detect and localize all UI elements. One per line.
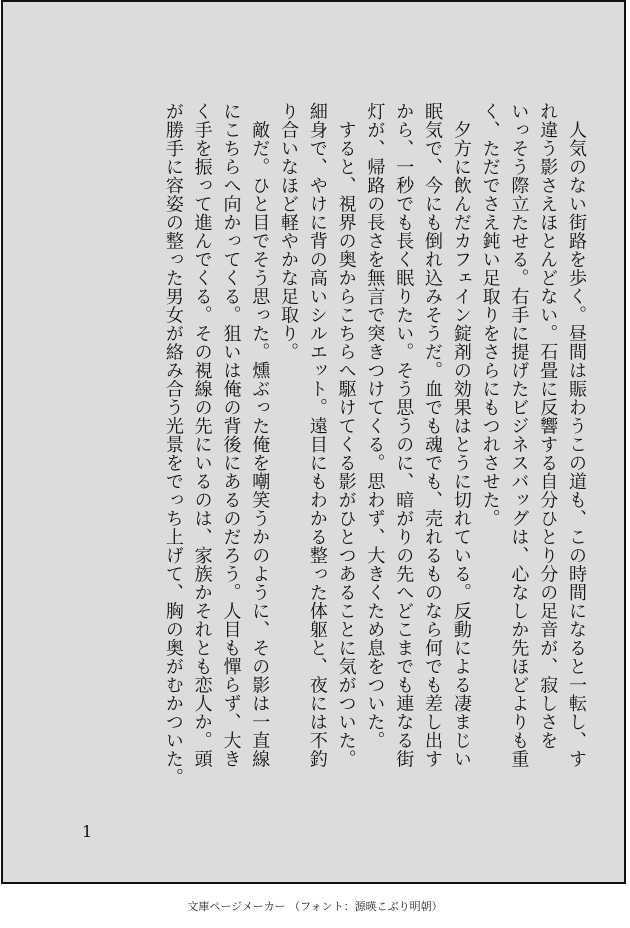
- text-line: 敵だ。ひと目でそう思った。燻ぶった俺を嘲笑うかのように、その影は一直線: [249, 102, 271, 768]
- text-line: く手を振って進んでくる。その視線の先にいるのは、家族かそれとも恋人か。頭: [191, 102, 213, 768]
- text-line: が勝手に容姿の整った男女が絡み合う光景をでっち上げて、胸の奥がむかついた。: [162, 102, 184, 787]
- text-line: 細身で、やけに背の高いシルエット。遠目にもわかる整った体躯と、夜には不釣: [306, 102, 328, 768]
- text-line: 眠気で、今にも倒れ込みそうだ。血でも魂でも、売れるものなら何でも差し出す: [422, 102, 444, 768]
- text-line: にこちらへ向かってくる。狙いは俺の背後にあるのだろう。人目も憚らず、大き: [220, 102, 242, 768]
- text-line: り合いなほど軽やかな足取り。: [278, 102, 300, 361]
- text-line: く、ただでさえ鈍い足取りをさらにもつれさせた。: [479, 102, 501, 528]
- page-number: 1: [82, 822, 93, 841]
- text-line: 夕方に飲んだカフェイン錠剤の効果はとうに切れている。反動による凄まじい: [450, 102, 472, 768]
- text-line: すると、視界の奥からこちらへ駆けてくる影がひとつあることに気がついた。: [335, 102, 357, 768]
- text-line: 人気のない街路を歩く。昼間は賑わうこの道も、この時間になると一転し、す: [566, 102, 587, 768]
- text-line: いっそう際立たせる。右手に提げたビジネスバッグは、心なしか先ほどよりも重: [508, 102, 530, 768]
- vertical-body-text: [158, 102, 590, 802]
- text-line: から、一秒でも長く眠りたい。そう思うのに、暗がりの先へどこまでも連なる街: [393, 102, 415, 768]
- book-page: [1, 0, 626, 884]
- text-line: れ違う影さえほとんどない。石畳に反響する自分ひとり分の足音が、寂しさを: [537, 102, 559, 750]
- footer-caption: 文庫ページメーカー （フォント：源暎こぶり明朝）: [187, 900, 443, 913]
- text-line: 灯が、帰路の長さを無言で突きつけてくる。思わず、大きくため息をついた。: [364, 102, 386, 750]
